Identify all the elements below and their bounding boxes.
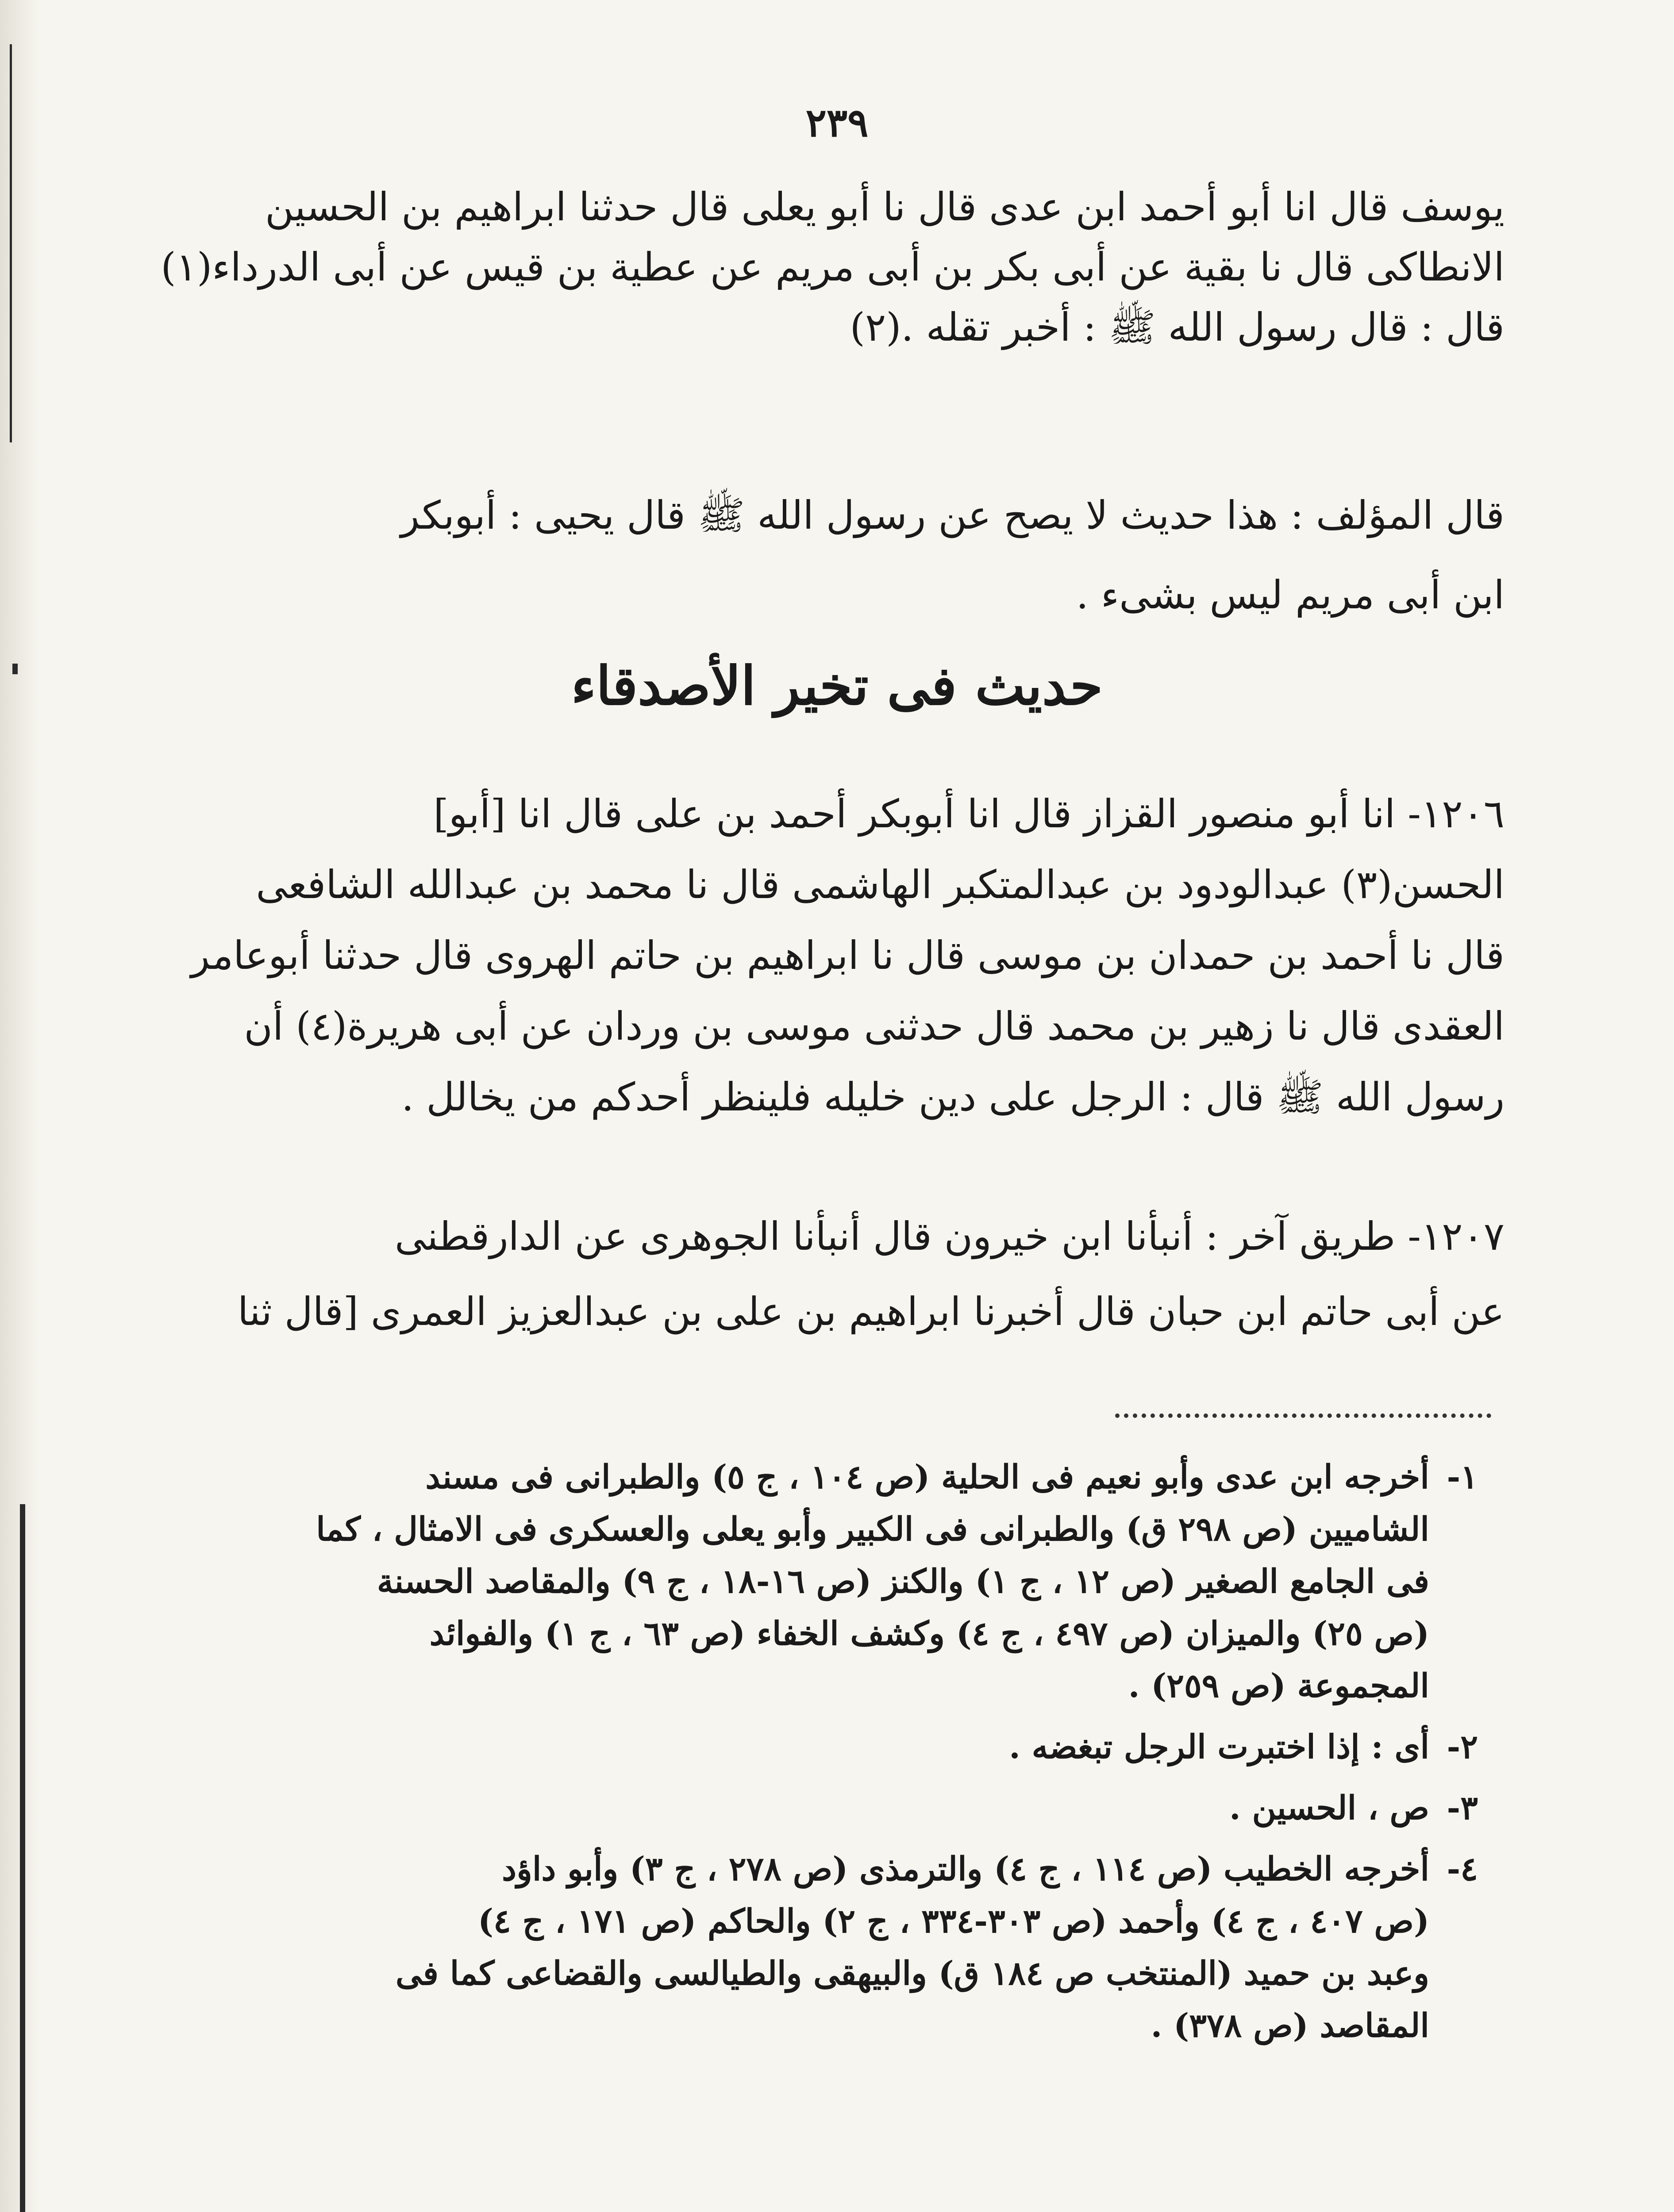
footnotes [146,1451,1478,2061]
text-line: يوسف قال انا أبو أحمد ابن عدى قال نا أبو يعلى قال حدثنا ابراهيم بن الحسين [265,184,1505,230]
footnote-1 [146,1451,1478,1712]
footnote-text [146,1782,1429,1834]
footnote-line: (ص ٢٥) والميزان (ص ٤٩٧ ، ج ٤) وكشف الخفاء (ص ٦٣ ، ج ١) والفوائد [429,1615,1429,1653]
footnote-text [146,1843,1429,2052]
footnote-number: ٢- [1447,1728,1478,1766]
page-number: ٢٣٩ [805,100,869,146]
text-line: رسول الله ﷺ قال : الرجل على دين خليله فلينظر أحدكم من يخالل . [401,1074,1505,1120]
text-line: الانطاكى قال نا بقية عن أبى بكر بن أبى مريم عن عطية بن قيس عن أبى الدرداء(١) [161,244,1505,290]
footnote-line: فى الجامع الصغير (ص ١٢ ، ج ١) والكنز (ص ١٦-١٨ ، ج ٩) والمقاصد الحسنة [377,1563,1429,1601]
text-line: قال : قال رسول الله ﷺ : أخبر تقله .(٢) [850,304,1505,350]
footnote-line: أخرجه ابن عدى وأبو نعيم فى الحلية (ص ١٠٤ ، ج ٥) والطبرانى فى مسند [425,1458,1429,1496]
text-line: عن أبى حاتم ابن حبان قال أخبرنا ابراهيم بن على بن عبدالعزيز العمرى [قال ثنا [237,1289,1505,1334]
footnote-line: أخرجه الخطيب (ص ١١٤ ، ج ٤) والترمذى (ص ٢٧٨ ، ج ٣) وأبو داؤد [502,1850,1429,1888]
text-line: قال نا أحمد بن حمدان بن موسى قال نا ابراهيم بن حاتم الهروى قال حدثنا أبوعامر [191,933,1505,978]
hadith-1207 [186,1199,1505,1349]
hadith-1206 [186,779,1505,1133]
footnote-4 [146,1843,1478,2052]
footnote-2 [146,1721,1478,1773]
margin-binding-line [20,1504,25,2212]
footnote-3 [146,1782,1478,1834]
footnote-number: ٤- [1447,1850,1478,1888]
footnote-line: الشاميين (ص ٢٩٨ ق) والطبرانى فى الكبير وأبو يعلى والعسكرى فى الامثال ، كما [316,1510,1429,1548]
text-line: ١٢٠٧- طريق آخر : أنبأنا ابن خيرون قال أنبأنا الجوهرى عن الدارقطنى [394,1214,1505,1259]
text-line: الحسن(٣) عبدالودود بن عبدالمتكبر الهاشمى قال نا محمد بن عبدالله الشافعى [256,862,1505,907]
footnote-text [146,1721,1429,1773]
author-comment [186,469,1505,628]
text-line: ١٢٠٦- انا أبو منصور القزاز قال انا أبوبكر أحمد بن على قال انا [أبو] [433,791,1505,837]
footnote-line: (ص ٤٠٧ ، ج ٤) وأحمد (ص ٣٠٣-٣٣٤ ، ج ٢) والحاكم (ص ١٧١ ، ج ٤) [478,1902,1429,1940]
footnote-number: ٣- [1447,1789,1478,1827]
footnote-line: ص ، الحسين . [1229,1789,1429,1827]
footnote-separator [1115,1413,1491,1418]
footnote-line: المقاصد (ص ٣٧٨) . [1151,2007,1429,2045]
footnote-line: وعبد بن حميد (المنتخب ص ١٨٤ ق) والبيهقى والطيالسى والقضاعى كما فى [395,1955,1429,1993]
paragraph-continuation [161,177,1505,357]
text-line: العقدى قال نا زهير بن محمد قال حدثنى موسى بن وردان عن أبى هريرة(٤) أن [244,1003,1505,1049]
footnote-text [146,1451,1429,1712]
footnote-line: أى : إذا اختبرت الرجل تبغضه . [1009,1728,1429,1766]
footnote-line: المجموعة (ص ٢٥٩) . [1128,1667,1429,1705]
section-heading: حديث فى تخير الأصدقاء [571,655,1103,717]
text-line: قال المؤلف : هذا حديث لا يصح عن رسول الله ﷺ قال يحيى : أبوبكر [400,492,1505,538]
text-line: ابن أبى مريم ليس بشىء . [1076,572,1505,618]
footnote-number: ١- [1447,1458,1478,1496]
